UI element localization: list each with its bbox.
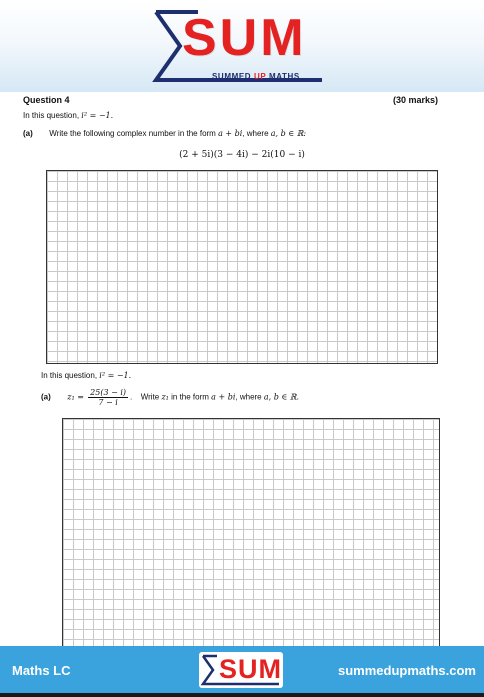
part-a-label: (a) — [23, 129, 33, 138]
page-footer — [0, 646, 484, 697]
footer-subject: Maths LC — [12, 663, 71, 678]
logo-subtitle: SUMMED UP MATHS — [212, 72, 300, 81]
answer-grid-2[interactable] — [62, 418, 440, 646]
fraction-denominator: 7 − i — [98, 398, 118, 407]
fraction-numerator: 25(3 − i) — [90, 388, 127, 397]
page-header — [0, 0, 484, 92]
sum-logo — [152, 6, 332, 88]
footer-logo — [199, 652, 283, 688]
z1-fraction — [88, 388, 128, 407]
question-intro: In this question, i² = −1. — [23, 111, 114, 120]
z1-definition: z₁ = — [67, 392, 84, 402]
bottom-bar — [0, 693, 484, 697]
footer-website[interactable]: summedupmaths.com — [338, 663, 476, 678]
complex-expression: (2 + 5i)(3 − 4i) − 2i(10 − i) — [179, 150, 305, 160]
question2-intro: In this question, i² = −1. — [41, 371, 132, 380]
question-marks: (30 marks) — [392, 95, 438, 105]
question-title: Question 4 — [23, 95, 70, 105]
part-a2-instruction: (a) z₁ = $\frac{25(3 - i)}{7 - i}$ . Write z₁ in the form a + bi, where a, b ∈ ℝ. — [41, 388, 300, 407]
answer-grid-1[interactable] — [46, 170, 438, 364]
logo-text: SUM — [182, 9, 307, 67]
part-a2-label: (a) — [41, 392, 51, 402]
part-a-instruction: (a) Write the following complex number in the form a + bi, where a, b ∈ ℝ: — [23, 129, 307, 138]
footer-logo-text: SUM — [219, 654, 282, 684]
